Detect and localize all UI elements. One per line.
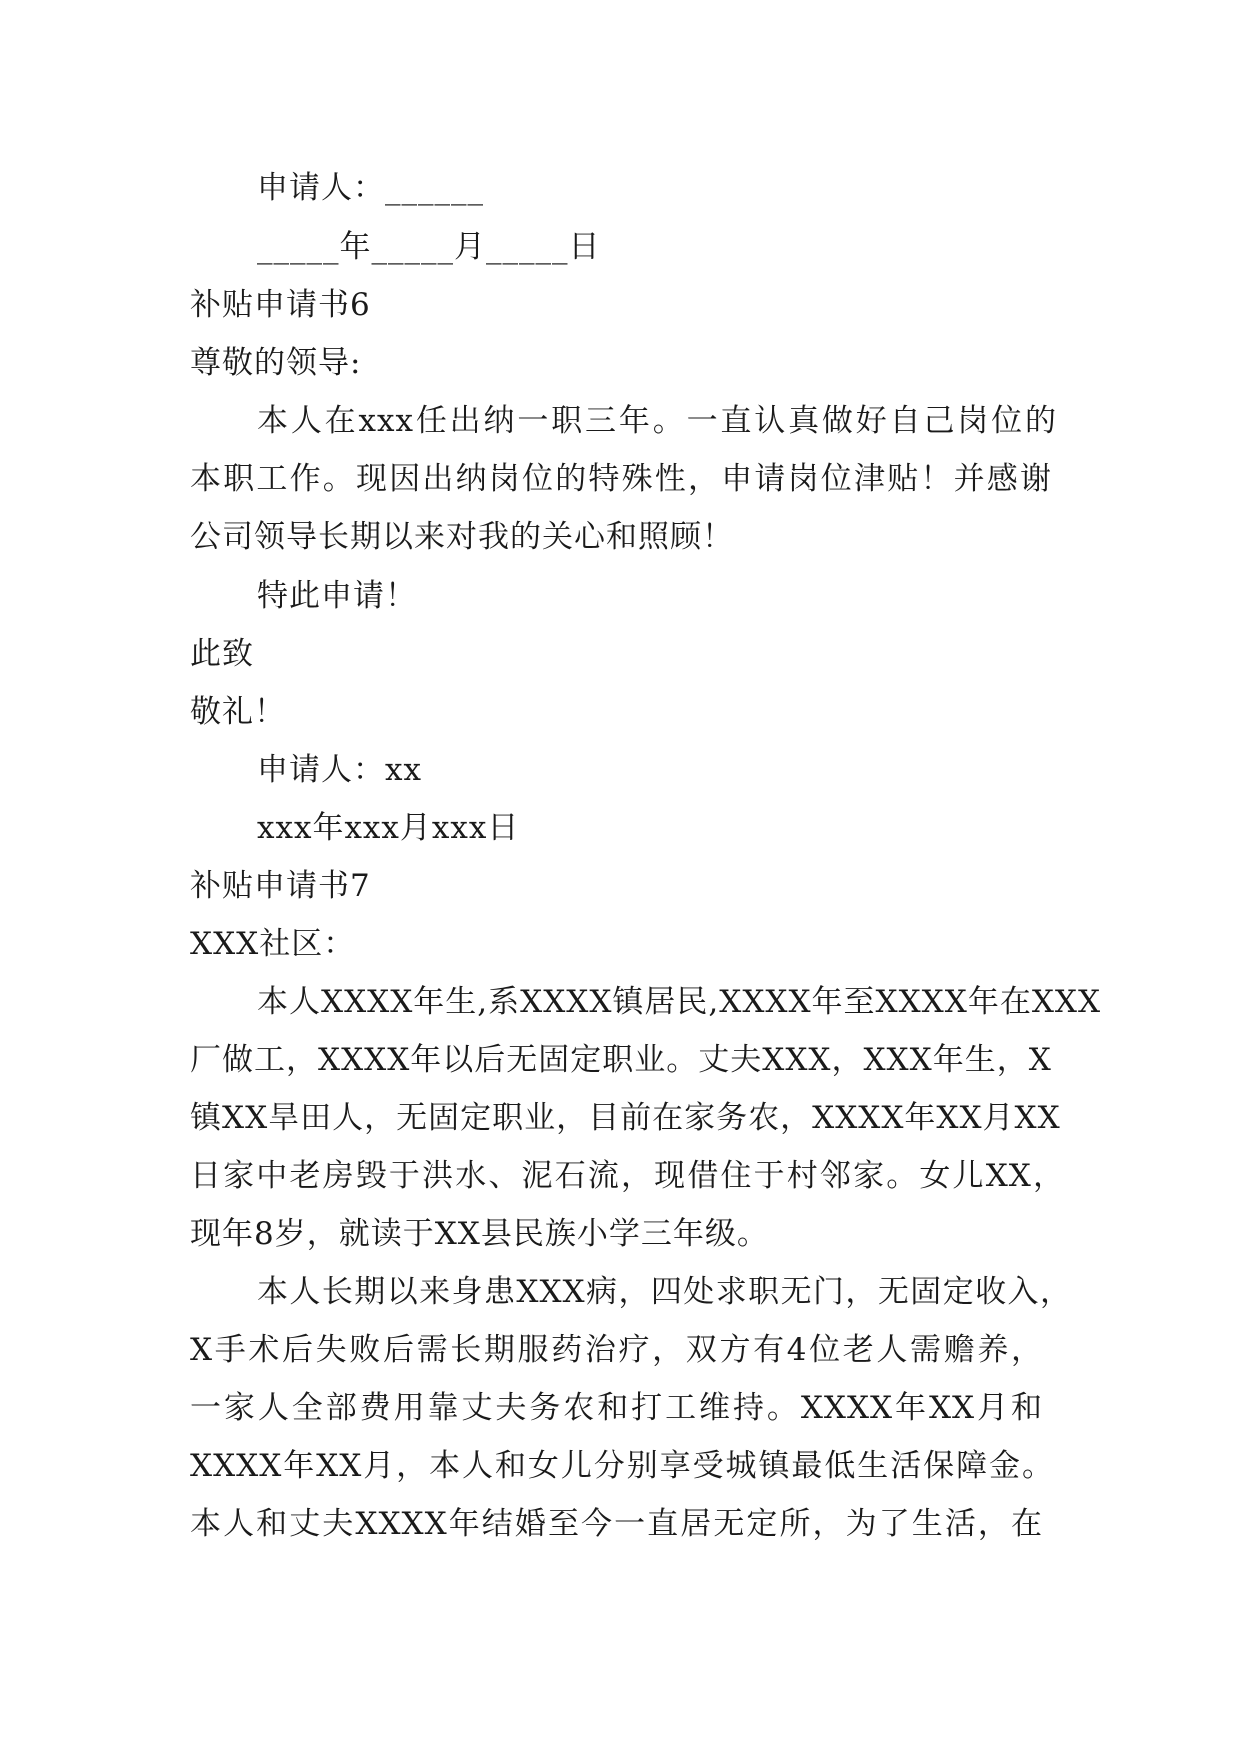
applicant-line: 申请人：______ [257,170,484,206]
letter-7-para-2-line-3: 一家人全部费用靠丈夫务农和打工维持。XXXX年XX月和 [190,1390,1043,1426]
letter-7-para-2-line-5: 本人和丈夫XXXX年结婚至今一直居无定所，为了生活，在 [190,1506,1043,1542]
letter-7-para-1-line-1: 本人XXXX年生,系XXXX镇居民,XXXX年至XXXX年在XXX [257,984,1102,1020]
letter-6-closing-2: 敬礼！ [190,694,286,730]
letter-7-salutation: XXX社区： [190,926,356,962]
letter-7-para-1-line-5: 现年8岁，就读于XX县民族小学三年级。 [190,1216,769,1252]
letter-7-para-1-line-3: 镇XX旱田人，无固定职业，目前在家务农，XXXX年XX月XX [190,1100,1061,1136]
letter-7-para-2-line-4: XXXX年XX月，本人和女儿分别享受城镇最低生活保障金。 [190,1448,1054,1484]
letter-6-body-line-2: 本职工作。现因出纳岗位的特殊性，申请岗位津贴！并感谢 [190,461,1052,497]
letter-7-para-2-line-2: X手术后失败后需长期服药治疗，双方有4位老人需赡养， [190,1332,1043,1368]
letter-6-title: 补贴申请书6 [190,287,371,323]
letter-7-para-1-line-2: 厂做工，XXXX年以后无固定职业。丈夫XXX，XXX年生，X [190,1042,1052,1078]
letter-6-body-line-3: 公司领导长期以来对我的关心和照顾！ [190,519,734,555]
letter-7-title: 补贴申请书7 [190,868,371,904]
letter-6-request: 特此申请！ [257,578,417,614]
letter-6-date: xxx年xxx月xxx日 [257,810,520,846]
letter-7-para-2-line-1: 本人长期以来身患XXX病，四处求职无门，无固定收入， [257,1274,1072,1310]
letter-6-salutation: 尊敬的领导: [190,345,362,381]
letter-6-closing-1: 此致 [190,636,254,672]
letter-6-applicant: 申请人：xx [257,752,422,788]
letter-7-para-1-line-4: 日家中老房毁于洪水、泥石流，现借住于村邻家。女儿XX， [190,1158,1065,1194]
letter-6-body-line-1: 本人在xxx任出纳一职三年。一直认真做好自己岗位的 [257,403,1057,439]
date-line: _____年_____月_____日 [257,229,601,265]
